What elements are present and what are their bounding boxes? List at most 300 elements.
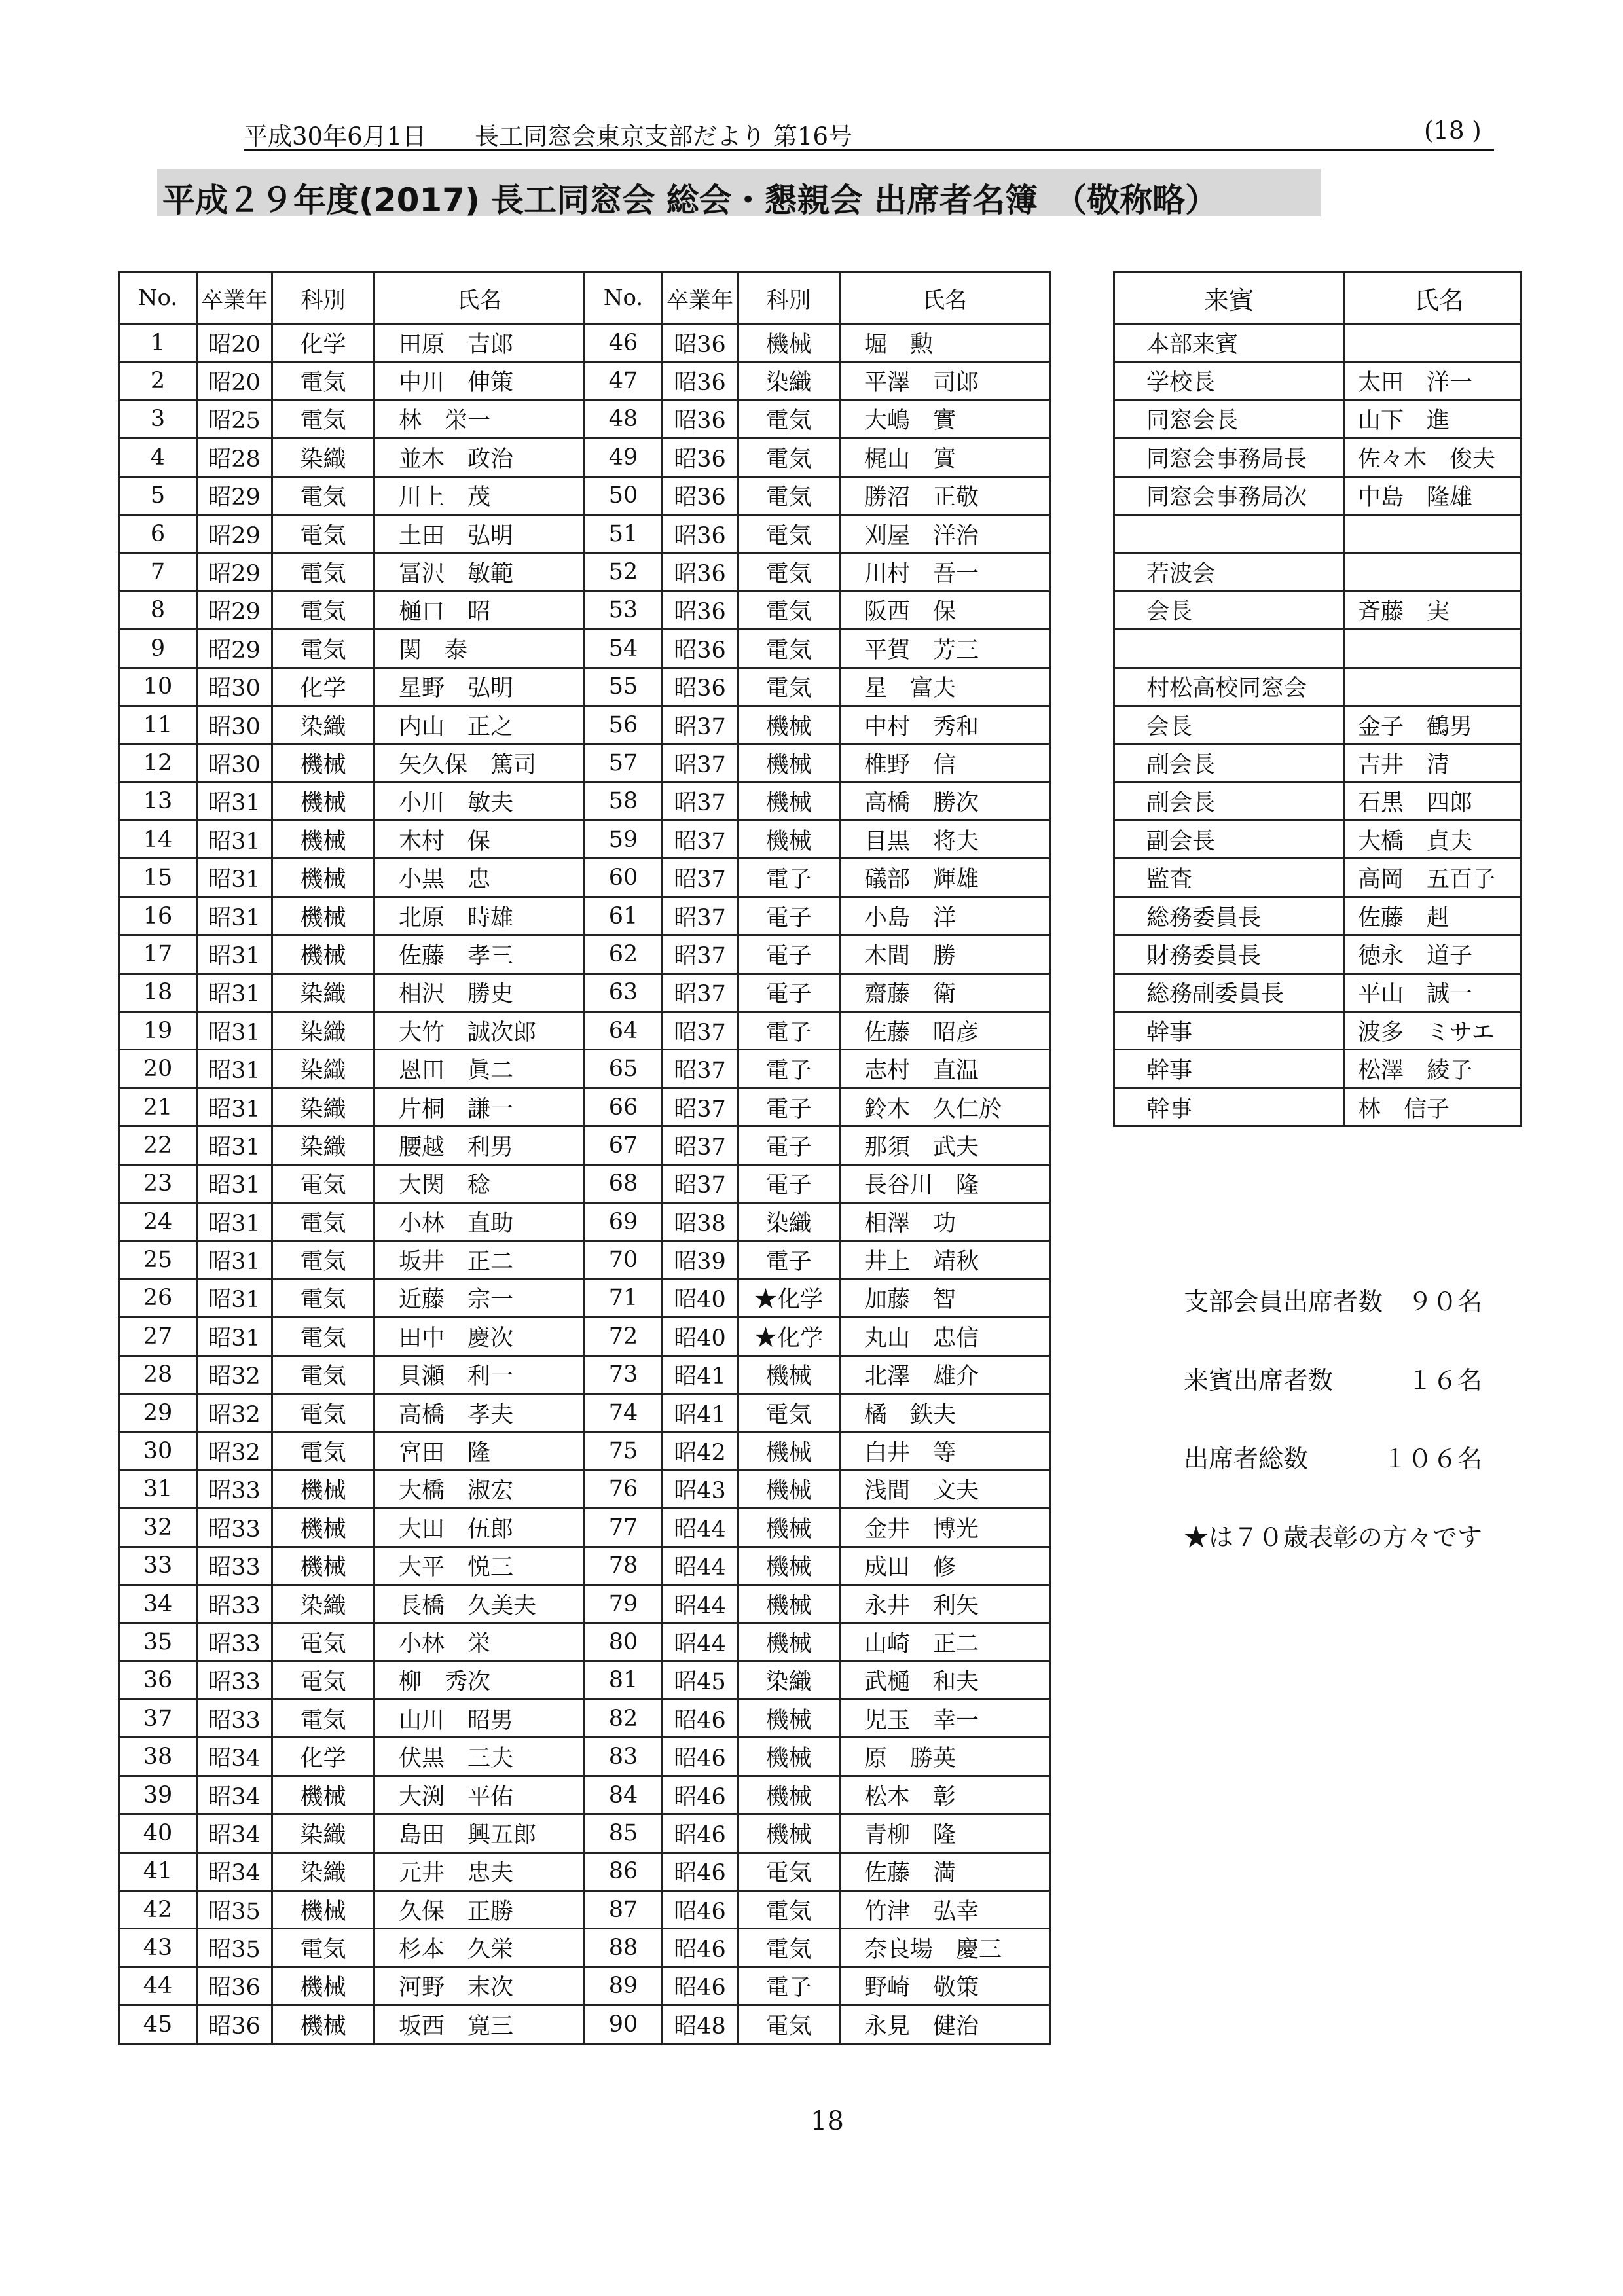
row-name: 木村 保 [374,821,585,859]
row-grad-year: 昭36 [663,324,738,362]
row-name: 佐藤 満 [840,1852,1050,1890]
guest-role: 副会長 [1114,744,1344,782]
row-no: 39 [119,1776,197,1814]
row-grad-year: 昭31 [197,1318,272,1355]
row-grad-year: 昭34 [197,1738,272,1776]
row-no: 84 [585,1776,663,1814]
row-grad-year: 昭38 [663,1202,738,1240]
table-row [119,1967,1050,2005]
row-name: 矢久保 篤司 [374,744,585,782]
row-no: 65 [585,1050,663,1088]
row-name: 北澤 雄介 [840,1355,1050,1393]
guest-role: 副会長 [1114,821,1344,859]
row-department: 電子 [738,973,840,1011]
row-grad-year: 昭34 [197,1814,272,1852]
row-grad-year: 昭37 [663,1088,738,1126]
header-no: No. [119,272,197,324]
row-no: 90 [585,2005,663,2043]
row-grad-year: 昭36 [663,514,738,552]
row-department: 電子 [738,1967,840,2005]
row-name: 鈴木 久仁於 [840,1088,1050,1126]
row-grad-year: 昭37 [663,782,738,820]
guest-name: 中島 隆雄 [1344,476,1522,514]
row-grad-year: 昭46 [663,1852,738,1890]
row-department: 電気 [738,1891,840,1929]
row-name: 林 栄一 [374,400,585,438]
row-grad-year: 昭42 [663,1432,738,1470]
row-department: 機械 [738,324,840,362]
table-row [1114,973,1522,1011]
row-department: 電子 [738,897,840,935]
table-row [119,1012,1050,1050]
row-no: 59 [585,821,663,859]
row-grad-year: 昭46 [663,1891,738,1929]
row-grad-year: 昭36 [197,1967,272,2005]
row-no: 67 [585,1126,663,1164]
row-department: 電子 [738,1126,840,1164]
header-grad-year: 卒業年 [197,272,272,324]
row-grad-year: 昭32 [197,1432,272,1470]
row-name: 関 泰 [374,630,585,668]
row-name: 土田 弘明 [374,514,585,552]
row-grad-year: 昭30 [197,668,272,706]
row-department: 機械 [738,1776,840,1814]
row-name: 志村 直温 [840,1050,1050,1088]
table-row [119,1164,1050,1202]
table-row [119,1126,1050,1164]
table-row [119,1241,1050,1279]
row-name: 大田 伍郎 [374,1509,585,1547]
row-no: 2 [119,362,197,400]
row-department: 機械 [272,1509,374,1547]
row-department: 機械 [738,1700,840,1738]
table-row [119,744,1050,782]
guest-role: 監査 [1114,859,1344,897]
guest-role [1114,630,1344,668]
row-grad-year: 昭31 [197,1126,272,1164]
header-page-number: (18 ) [1424,117,1482,145]
table-row [1114,859,1522,897]
row-department: 染織 [272,1585,374,1623]
table-row [119,1929,1050,1967]
row-no: 86 [585,1852,663,1890]
row-no: 49 [585,439,663,476]
table-row [1114,821,1522,859]
header-rule [244,149,1494,151]
row-name: 相沢 勝史 [374,973,585,1011]
row-no: 17 [119,935,197,973]
table-row [119,1050,1050,1088]
row-grad-year: 昭30 [197,706,272,744]
row-grad-year: 昭37 [663,1050,738,1088]
row-no: 7 [119,553,197,591]
row-name: 高橋 孝夫 [374,1393,585,1431]
row-no: 6 [119,514,197,552]
table-row [119,2005,1050,2043]
row-name: 平賀 芳三 [840,630,1050,668]
table-row [119,1318,1050,1355]
table-row [119,1623,1050,1661]
row-grad-year: 昭36 [663,400,738,438]
row-department: 機械 [738,1470,840,1508]
row-no: 64 [585,1012,663,1050]
table-row [119,400,1050,438]
guest-name [1344,553,1522,591]
row-department: 電気 [272,630,374,668]
row-grad-year: 昭31 [197,1012,272,1050]
table-row [1114,439,1522,476]
row-grad-year: 昭31 [197,1279,272,1317]
row-no: 40 [119,1814,197,1852]
row-name: 相澤 功 [840,1202,1050,1240]
guest-table-header [1114,272,1522,324]
row-name: 大嶋 實 [840,400,1050,438]
row-department: 電気 [738,1393,840,1431]
guest-name [1344,630,1522,668]
guest-role: 総務委員長 [1114,897,1344,935]
table-row [1114,591,1522,629]
table-row [119,1852,1050,1890]
table-row [119,1776,1050,1814]
table-row [119,1891,1050,1929]
row-department: 電子 [738,1012,840,1050]
row-no: 75 [585,1432,663,1470]
table-row [119,514,1050,552]
row-no: 27 [119,1318,197,1355]
row-department: 機械 [272,1776,374,1814]
row-grad-year: 昭33 [197,1509,272,1547]
row-no: 3 [119,400,197,438]
row-no: 78 [585,1547,663,1585]
table-row [1114,553,1522,591]
row-name: 小川 敏夫 [374,782,585,820]
row-department: 電気 [272,1279,374,1317]
header-guest-name: 氏名 [1344,272,1522,324]
table-row [119,973,1050,1011]
row-department: 機械 [272,744,374,782]
row-department: 電気 [272,1661,374,1699]
row-grad-year: 昭44 [663,1623,738,1661]
row-department: 電気 [738,400,840,438]
guest-name: 太田 洋一 [1344,362,1522,400]
row-no: 33 [119,1547,197,1585]
row-no: 60 [585,859,663,897]
row-grad-year: 昭31 [197,1050,272,1088]
row-grad-year: 昭43 [663,1470,738,1508]
row-name: 刈屋 洋治 [840,514,1050,552]
header-grad-year: 卒業年 [663,272,738,324]
row-grad-year: 昭37 [663,897,738,935]
row-no: 30 [119,1432,197,1470]
row-no: 15 [119,859,197,897]
row-no: 80 [585,1623,663,1661]
row-department: 電子 [738,1050,840,1088]
row-grad-year: 昭28 [197,439,272,476]
row-department: 電気 [272,514,374,552]
table-row [119,1661,1050,1699]
page-number: 18 [811,2106,844,2136]
row-name: 那須 武夫 [840,1126,1050,1164]
guest-role [1114,514,1344,552]
table-row [1114,1012,1522,1050]
guest-name: 波多 ミサエ [1344,1012,1522,1050]
guest-role: 学校長 [1114,362,1344,400]
table-row [119,706,1050,744]
row-no: 35 [119,1623,197,1661]
row-department: 機械 [738,744,840,782]
header-name: 氏名 [840,272,1050,324]
row-no: 50 [585,476,663,514]
guest-name [1344,324,1522,362]
row-department: 化学 [272,668,374,706]
guest-name [1344,514,1522,552]
row-grad-year: 昭37 [663,859,738,897]
guest-name: 山下 進 [1344,400,1522,438]
row-no: 1 [119,324,197,362]
row-department: 機械 [738,1355,840,1393]
row-department: 機械 [272,2005,374,2043]
row-no: 66 [585,1088,663,1126]
guest-name: 石黒 四郎 [1344,782,1522,820]
row-department: 電気 [272,362,374,400]
row-grad-year: 昭45 [663,1661,738,1699]
table-row [1114,935,1522,973]
table-row [1114,400,1522,438]
row-no: 41 [119,1852,197,1890]
guest-role: 本部来賓 [1114,324,1344,362]
row-no: 23 [119,1164,197,1202]
row-grad-year: 昭36 [663,553,738,591]
row-no: 21 [119,1088,197,1126]
row-department: 機械 [738,706,840,744]
row-no: 53 [585,591,663,629]
guest-name: 平山 誠一 [1344,973,1522,1011]
row-no: 74 [585,1393,663,1431]
row-grad-year: 昭30 [197,744,272,782]
row-no: 47 [585,362,663,400]
row-name: 椎野 信 [840,744,1050,782]
row-department: 染織 [272,973,374,1011]
row-no: 8 [119,591,197,629]
row-grad-year: 昭33 [197,1623,272,1661]
row-grad-year: 昭33 [197,1547,272,1585]
row-department: 電気 [272,1700,374,1738]
row-grad-year: 昭41 [663,1355,738,1393]
row-grad-year: 昭37 [663,1164,738,1202]
row-name: 奈良場 慶三 [840,1929,1050,1967]
row-no: 38 [119,1738,197,1776]
table-row [1114,476,1522,514]
row-department: 機械 [738,1738,840,1776]
row-no: 43 [119,1929,197,1967]
row-department: 機械 [272,859,374,897]
row-name: 野崎 敬策 [840,1967,1050,2005]
row-grad-year: 昭36 [663,591,738,629]
row-no: 20 [119,1050,197,1088]
row-name: 小島 洋 [840,897,1050,935]
row-department: 機械 [272,897,374,935]
table-row [119,782,1050,820]
table-row [1114,706,1522,744]
row-name: 金井 博光 [840,1509,1050,1547]
header-department: 科別 [738,272,840,324]
row-name: 梶山 實 [840,439,1050,476]
row-name: 内山 正之 [374,706,585,744]
row-grad-year: 昭31 [197,821,272,859]
attendee-table [118,271,1051,2045]
attendee-table-header [119,272,1050,324]
row-no: 25 [119,1241,197,1279]
row-department: 電気 [738,1929,840,1967]
row-department: 機械 [738,1432,840,1470]
row-name: 児玉 幸一 [840,1700,1050,1738]
table-row [1114,1050,1522,1088]
row-grad-year: 昭34 [197,1776,272,1814]
row-no: 12 [119,744,197,782]
row-no: 71 [585,1279,663,1317]
row-name: 川上 茂 [374,476,585,514]
guest-role: 会長 [1114,591,1344,629]
row-no: 73 [585,1355,663,1393]
row-department: 機械 [738,1585,840,1623]
row-name: 松本 彰 [840,1776,1050,1814]
row-department: 電気 [738,591,840,629]
row-grad-year: 昭44 [663,1585,738,1623]
row-name: 久保 正勝 [374,1891,585,1929]
row-no: 54 [585,630,663,668]
table-row [119,591,1050,629]
row-grad-year: 昭33 [197,1700,272,1738]
row-name: 成田 修 [840,1547,1050,1585]
row-name: 川村 吾一 [840,553,1050,591]
row-no: 29 [119,1393,197,1431]
row-department: 電気 [272,476,374,514]
row-department: ★化学 [738,1279,840,1317]
row-grad-year: 昭36 [663,439,738,476]
row-grad-year: 昭37 [663,935,738,973]
table-row [119,1432,1050,1470]
row-name: 樋口 昭 [374,591,585,629]
row-name: 並木 政治 [374,439,585,476]
row-name: 阪西 保 [840,591,1050,629]
table-row [119,1279,1050,1317]
row-department: 染織 [272,1088,374,1126]
row-grad-year: 昭44 [663,1509,738,1547]
row-department: 電気 [272,400,374,438]
row-department: 電気 [272,1432,374,1470]
table-row [119,1470,1050,1508]
row-grad-year: 昭33 [197,1470,272,1508]
row-grad-year: 昭46 [663,1700,738,1738]
row-name: 平澤 司郎 [840,362,1050,400]
row-department: 電子 [738,1241,840,1279]
guest-name: 大橋 貞夫 [1344,821,1522,859]
row-grad-year: 昭33 [197,1661,272,1699]
row-name: 宮田 隆 [374,1432,585,1470]
row-grad-year: 昭31 [197,1088,272,1126]
table-row [1114,897,1522,935]
table-row [119,1814,1050,1852]
table-row [119,1509,1050,1547]
row-department: 機械 [738,1623,840,1661]
row-name: 大橋 淑宏 [374,1470,585,1508]
row-grad-year: 昭36 [663,476,738,514]
header-department: 科別 [272,272,374,324]
row-grad-year: 昭31 [197,1202,272,1240]
row-grad-year: 昭46 [663,1776,738,1814]
row-name: 片桐 謙一 [374,1088,585,1126]
row-grad-year: 昭31 [197,1241,272,1279]
guest-name: 吉井 清 [1344,744,1522,782]
row-grad-year: 昭37 [663,821,738,859]
row-department: 染織 [272,1852,374,1890]
row-name: 山川 昭男 [374,1700,585,1738]
row-name: 中川 伸策 [374,362,585,400]
row-department: 電気 [272,1355,374,1393]
summary-note: ★は７０歳表彰の方々です [1184,1523,1483,1552]
row-name: 恩田 眞二 [374,1050,585,1088]
row-grad-year: 昭29 [197,591,272,629]
row-no: 19 [119,1012,197,1050]
row-no: 37 [119,1700,197,1738]
row-department: 電子 [738,859,840,897]
row-name: 長谷川 隆 [840,1164,1050,1202]
row-grad-year: 昭37 [663,973,738,1011]
table-row [119,324,1050,362]
row-no: 14 [119,821,197,859]
row-department: 機械 [272,1470,374,1508]
row-department: 電子 [738,1164,840,1202]
row-name: 原 勝英 [840,1738,1050,1776]
row-name: 丸山 忠信 [840,1318,1050,1355]
row-department: 電気 [272,553,374,591]
row-name: 大渕 平佑 [374,1776,585,1814]
row-grad-year: 昭37 [663,1012,738,1050]
row-name: 中村 秀和 [840,706,1050,744]
row-no: 68 [585,1164,663,1202]
row-department: 電子 [738,935,840,973]
row-no: 26 [119,1279,197,1317]
guest-role: 村松高校同窓会 [1114,668,1344,706]
row-grad-year: 昭37 [663,1126,738,1164]
table-row [119,935,1050,973]
row-no: 82 [585,1700,663,1738]
row-name: 山崎 正二 [840,1623,1050,1661]
row-department: 機械 [272,1967,374,2005]
guest-role: 同窓会長 [1114,400,1344,438]
row-grad-year: 昭37 [663,706,738,744]
row-name: 北原 時雄 [374,897,585,935]
guest-name [1344,668,1522,706]
row-department: 電気 [272,1393,374,1431]
guest-role: 幹事 [1114,1088,1344,1126]
row-grad-year: 昭29 [197,553,272,591]
row-name: 長橋 久美夫 [374,1585,585,1623]
row-department: 電気 [272,1202,374,1240]
row-department: 機械 [272,935,374,973]
table-row [119,1393,1050,1431]
row-name: 坂井 正二 [374,1241,585,1279]
table-row [119,476,1050,514]
row-name: 木間 勝 [840,935,1050,973]
row-name: 永見 健治 [840,2005,1050,2043]
row-name: 伏黒 三夫 [374,1738,585,1776]
guest-name: 金子 鶴男 [1344,706,1522,744]
row-grad-year: 昭46 [663,1814,738,1852]
row-department: 化学 [272,1738,374,1776]
row-department: 染織 [272,1050,374,1088]
row-no: 42 [119,1891,197,1929]
